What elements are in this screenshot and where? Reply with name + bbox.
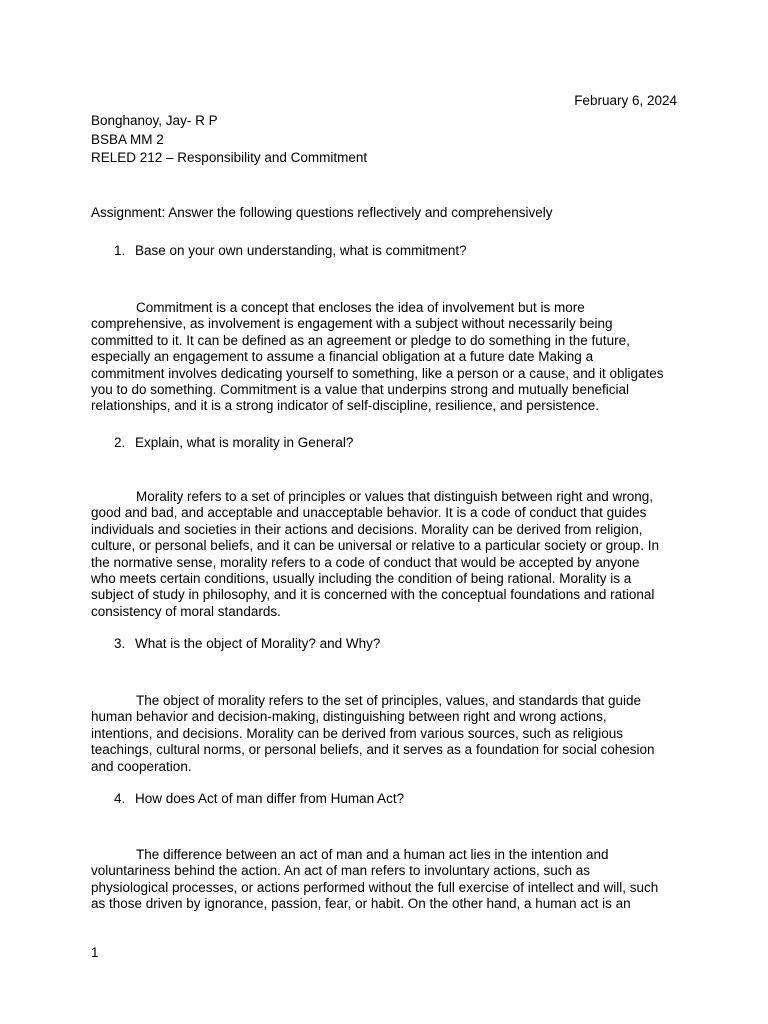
student-program: BSBA MM 2 bbox=[91, 131, 164, 147]
answer-3 bbox=[91, 693, 691, 775]
question-number: 1. bbox=[114, 243, 126, 258]
answer-line: voluntariness behind the action. An act of man refers to involuntary actions, such as bbox=[91, 863, 591, 879]
question-3 bbox=[114, 636, 380, 652]
answer-line: human behavior and decision-making, distinguishing between right and wrong actions, bbox=[91, 709, 607, 725]
answer-line: Morality refers to a set of principles or values that distinguish between right and wrong, bbox=[136, 489, 654, 504]
page-number: 1 bbox=[91, 945, 99, 960]
answer-line: commitment involves dedicating yourself to something, like a person or a cause, and it obligates bbox=[91, 365, 664, 381]
answer-line: culture, or personal beliefs, and it can be universal or relative to a particular society or group. In bbox=[91, 538, 660, 554]
answer-line: relationships, and it is a strong indicator of self-discipline, resilience, and persistence. bbox=[91, 398, 600, 414]
course-title: RELED 212 – Responsibility and Commitment bbox=[91, 150, 368, 166]
answer-line: comprehensive, as involvement is engagement with a subject without necessarily being bbox=[91, 316, 613, 332]
answer-line: especially an engagement to assume a financial obligation at a future date Making a bbox=[91, 349, 594, 365]
answer-line: committed to it. It can be defined as an agreement or pledge to do something in the future, bbox=[91, 332, 630, 348]
answer-4 bbox=[91, 847, 691, 913]
answer-line: Commitment is a concept that encloses the idea of involvement but is more bbox=[136, 300, 585, 315]
answer-line: subject of study in philosophy, and it is concerned with the conceptual foundations and rational bbox=[91, 587, 655, 603]
student-header bbox=[91, 112, 367, 168]
answer-line: physiological processes, or actions performed without the full exercise of intellect and will, such bbox=[91, 879, 659, 895]
question-number: 4. bbox=[114, 791, 126, 806]
answer-line: intentions, and decisions. Morality can be derived from various sources, such as religious bbox=[91, 725, 624, 741]
answer-line: good and bad, and acceptable and unacceptable behavior. It is a code of conduct that guides bbox=[91, 505, 647, 521]
answer-line: The object of morality refers to the set of principles, values, and standards that guide bbox=[136, 693, 642, 708]
answer-line: and cooperation. bbox=[91, 758, 192, 774]
answer-line: the normative sense, morality refers to a code of conduct that would be accepted by anyone bbox=[91, 554, 640, 570]
question-4 bbox=[114, 791, 404, 807]
assignment-instructions: Assignment: Answer the following questions reflectively and comprehensively bbox=[91, 205, 553, 220]
question-text: What is the object of Morality? and Why? bbox=[135, 636, 381, 651]
answer-line: you to do something. Commitment is a value that underpins strong and mutually beneficial bbox=[91, 382, 630, 398]
answer-1 bbox=[91, 300, 691, 415]
question-number: 3. bbox=[114, 636, 126, 651]
answer-2 bbox=[91, 489, 691, 620]
document-date: February 6, 2024 bbox=[574, 93, 677, 108]
answer-line: who meets certain conditions, usually including the condition of being rational. Morality is a bbox=[91, 571, 632, 587]
question-number: 2. bbox=[114, 435, 126, 450]
question-2 bbox=[114, 435, 353, 451]
question-1 bbox=[114, 243, 467, 259]
answer-line: The difference between an act of man and a human act lies in the intention and bbox=[136, 847, 609, 862]
answer-line: consistency of moral standards. bbox=[91, 603, 281, 619]
answer-line: as those driven by ignorance, passion, fear, or habit. On the other hand, a human act is an bbox=[91, 896, 631, 912]
answer-line: teachings, cultural norms, or personal beliefs, and it serves as a foundation for social cohesion bbox=[91, 742, 655, 758]
student-name: Bonghanoy, Jay- R P bbox=[91, 113, 218, 128]
answer-line: individuals and societies in their actions and decisions. Morality can be derived from religion, bbox=[91, 521, 643, 537]
question-text: How does Act of man differ from Human Act? bbox=[135, 791, 405, 806]
question-text: Explain, what is morality in General? bbox=[135, 435, 354, 450]
question-text: Base on your own understanding, what is commitment? bbox=[135, 243, 467, 258]
